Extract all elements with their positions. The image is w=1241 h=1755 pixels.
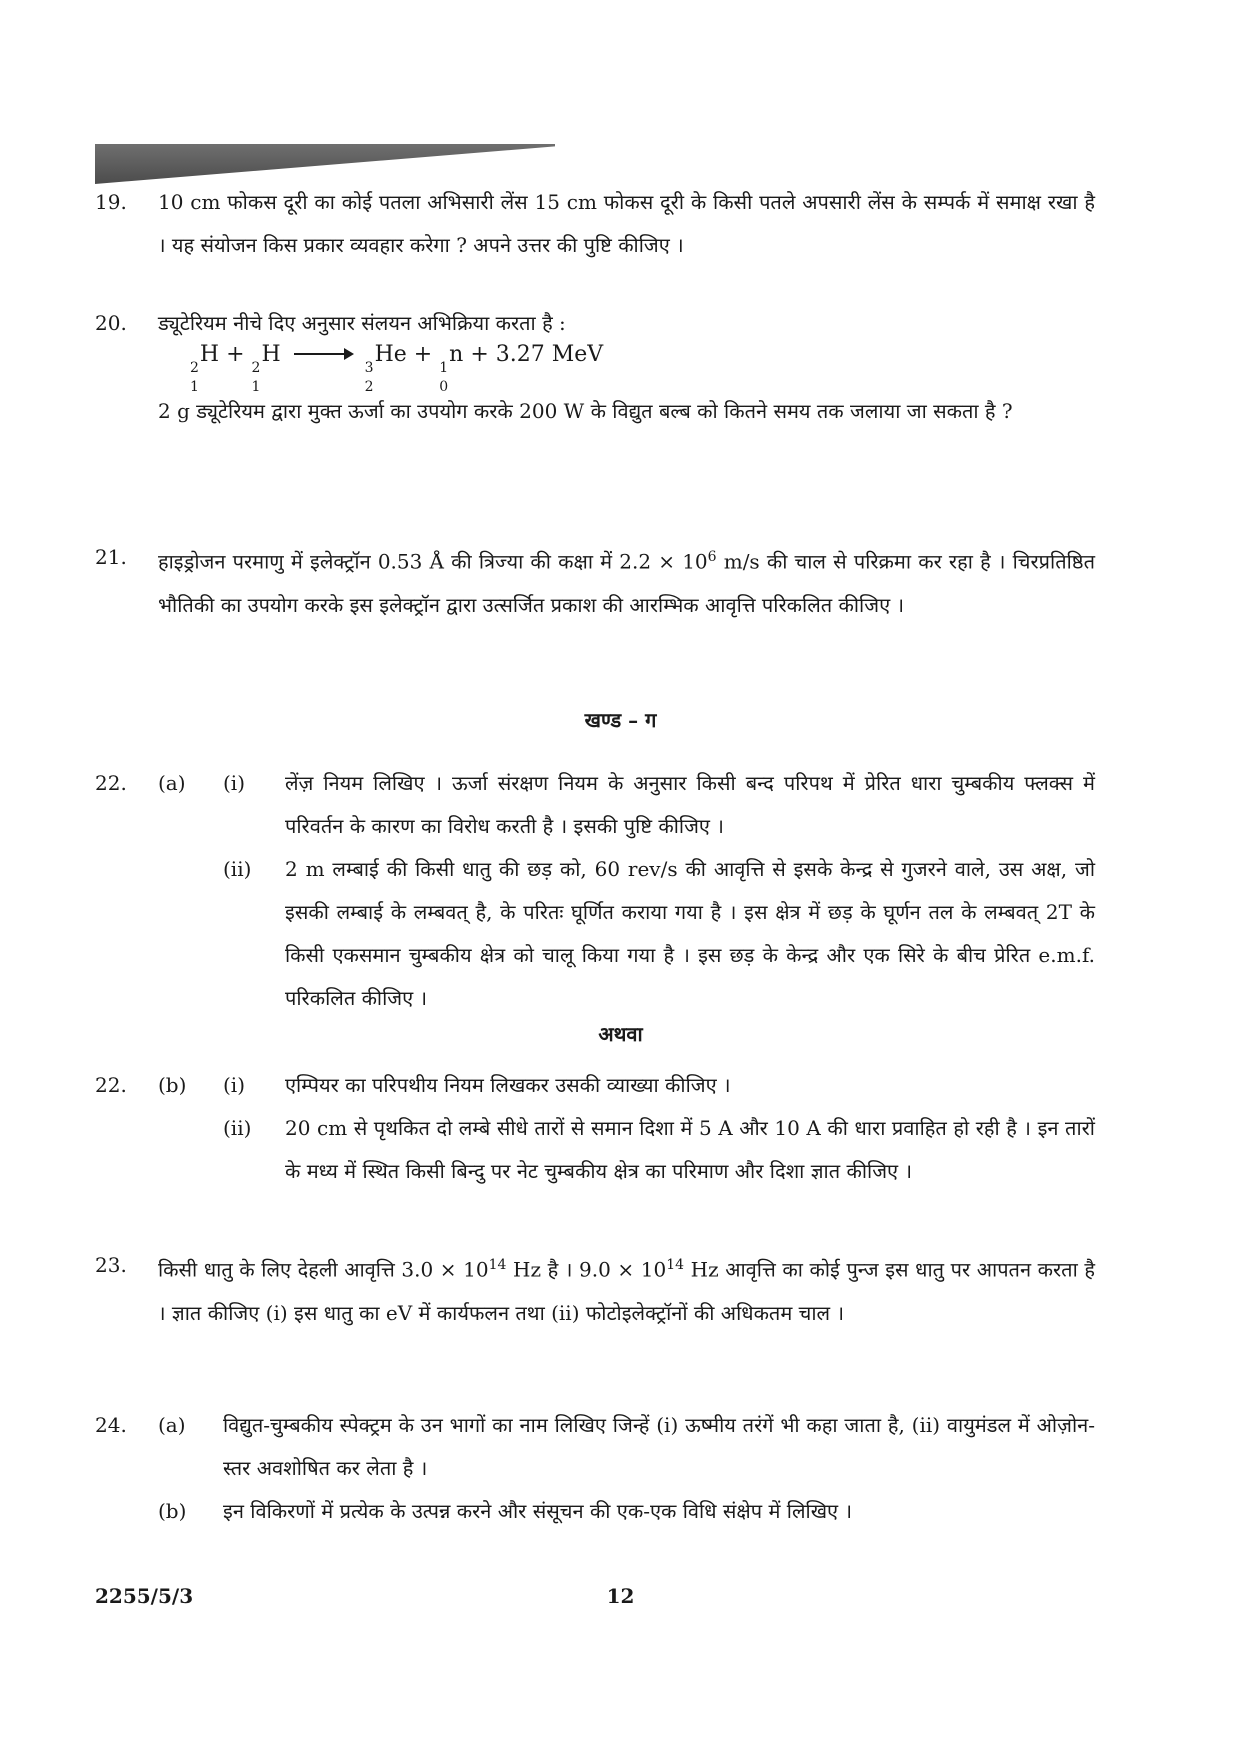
question-text: किसी धातु के लिए देहली आवृत्ति $3.0 \times 10^{14}$ Hz है । $9.0 \times 10^{14}$ Hz आवृत्ति का कोई पुन्ज इस धातु पर आपतन करता है । ज्ञात कीजिए (i) इस धातु का eV में कार्यफलन तथा (ii) फोटोइलेक्ट्रॉनों की अधिकतम चाल । bbox=[158, 1257, 1095, 1325]
sub-question-text: इन विकिरणों में प्रत्येक के उत्पन्न करने और संसूचन की एक-एक विधि संक्षेप में लिखिए । bbox=[223, 1499, 853, 1523]
product-1-numbers: 3 2 bbox=[364, 360, 374, 395]
question-text: 10 cm फोकस दूरी का कोई पतला अभिसारी लेंस 15 cm फोकस दूरी के किसी पतले अपसारी लेंस के सम्पर्क में समाक्ष रखा है । यह संयोजन किस प्रकार व्यवहार करेगा ? अपने उत्तर की पुष्टि कीजिए । bbox=[158, 190, 1095, 257]
or-separator: अथवा bbox=[598, 1022, 643, 1046]
sub-label: (ii) bbox=[223, 857, 252, 881]
question-intro: ड्यूटेरियम नीचे दिए अनुसार संलयन अभिक्रिया करता है : bbox=[158, 311, 566, 335]
part-label: (a) bbox=[158, 1413, 186, 1437]
question-number: 20. bbox=[95, 311, 127, 335]
reactant-1-numbers: 2 1 bbox=[190, 360, 199, 395]
question-number: 24. bbox=[95, 1413, 127, 1437]
energy-term: + 3.27 MeV bbox=[470, 342, 604, 367]
question-number: 21. bbox=[95, 545, 127, 569]
question-number: 19. bbox=[95, 190, 127, 214]
sub-label: (i) bbox=[223, 1073, 246, 1097]
question-24 bbox=[95, 1404, 1095, 1534]
reaction-arrow bbox=[294, 353, 352, 355]
header-banner bbox=[95, 144, 555, 184]
question-number: 22. bbox=[95, 1073, 127, 1097]
sub-question-text: 20 cm से पृथकित दो लम्बे सीधे तारों से समान दिशा में 5 A और 10 A की धारा प्रवाहित हो रही है । इन तारों के मध्य में स्थित किसी बिन्दु पर नेट चुम्बकीय क्षेत्र का परिमाण और दिशा ज्ञात कीजिए । bbox=[285, 1116, 1095, 1183]
sub-question-text: विद्युत-चुम्बकीय स्पेक्ट्रम के उन भागों का नाम लिखिए जिन्हें (i) ऊष्मीय तरंगें भी कहा जाता है, (ii) वायुमंडल में ओज़ोन-स्तर अवशोषित कर लेता है । bbox=[223, 1413, 1095, 1480]
plus-sign: + bbox=[226, 342, 245, 367]
part-label: (b) bbox=[158, 1073, 187, 1097]
reactant-2-numbers: 2 1 bbox=[251, 360, 261, 395]
question-22b bbox=[95, 1064, 1095, 1234]
sub-question-text: 2 m लम्बाई की किसी धातु की छड़ को, 60 rev/s की आवृत्ति से इसके केन्द्र से गुजरने वाले, उस अक्ष, जो इसकी लम्बाई के लम्बवत् है, के परितः घूर्णित कराया गया है । इस क्षेत्र में छड़ के घूर्णन तल के लम्बवत् 2T के किसी एकसमान चुम्बकीय क्षेत्र को चालू किया गया है । इस छड़ के केन्द्र और एक सिरे के बीच प्रेरित e.m.f. परिकलित कीजिए । bbox=[285, 857, 1095, 1010]
product-1-symbol: He bbox=[374, 342, 407, 367]
question-22a bbox=[95, 762, 1095, 1022]
question-number: 23. bbox=[95, 1253, 127, 1277]
part-label: (b) bbox=[158, 1499, 187, 1523]
sub-label: (ii) bbox=[223, 1116, 252, 1140]
product-2-numbers: 1 0 bbox=[439, 360, 449, 395]
plus-sign: + bbox=[413, 342, 433, 367]
section-title: खण्ड – ग bbox=[584, 708, 657, 732]
question-21 bbox=[95, 536, 1095, 666]
sub-question-text: एम्पियर का परिपथीय नियम लिखकर उसकी व्याख्या कीजिए । bbox=[285, 1073, 731, 1097]
page-number: 12 bbox=[606, 1584, 635, 1608]
sub-question-text: लेंज़ नियम लिखिए । ऊर्जा संरक्षण नियम के अनुसार किसी बन्द परिपथ में प्रेरित धारा चुम्बकीय फ्लक्स में परिवर्तन के कारण का विरोध करती है । इसकी पुष्टि कीजिए । bbox=[285, 771, 1095, 838]
reactant-1-symbol: H bbox=[199, 342, 220, 367]
question-23 bbox=[95, 1244, 1095, 1374]
question-number: 22. bbox=[95, 771, 127, 795]
sub-label: (i) bbox=[223, 771, 246, 795]
question-text: 2 g ड्यूटेरियम द्वारा मुक्त ऊर्जा का उपयोग करके 200 W के विद्युत बल्ब को कितने समय तक जलाया जा सकता है ? bbox=[158, 399, 1013, 423]
part-label: (a) bbox=[158, 771, 186, 795]
question-19 bbox=[95, 181, 1095, 267]
reactant-2-symbol: H bbox=[261, 342, 281, 367]
question-20 bbox=[95, 302, 1095, 492]
question-text: हाइड्रोजन परमाणु में इलेक्ट्रॉन 0.53 Å की त्रिज्या की कक्षा में $2.2 \times 10^6$ m/s की चाल से परिक्रमा कर रहा है । चिरप्रतिष्ठित भौतिकी का उपयोग करके इस इलेक्ट्रॉन द्वारा उत्सर्जित प्रकाश की आरम्भिक आवृत्ति परिकलित कीजिए । bbox=[158, 549, 1095, 617]
product-2-symbol: n bbox=[449, 342, 464, 367]
paper-code: 2255/5/3 bbox=[95, 1584, 194, 1608]
